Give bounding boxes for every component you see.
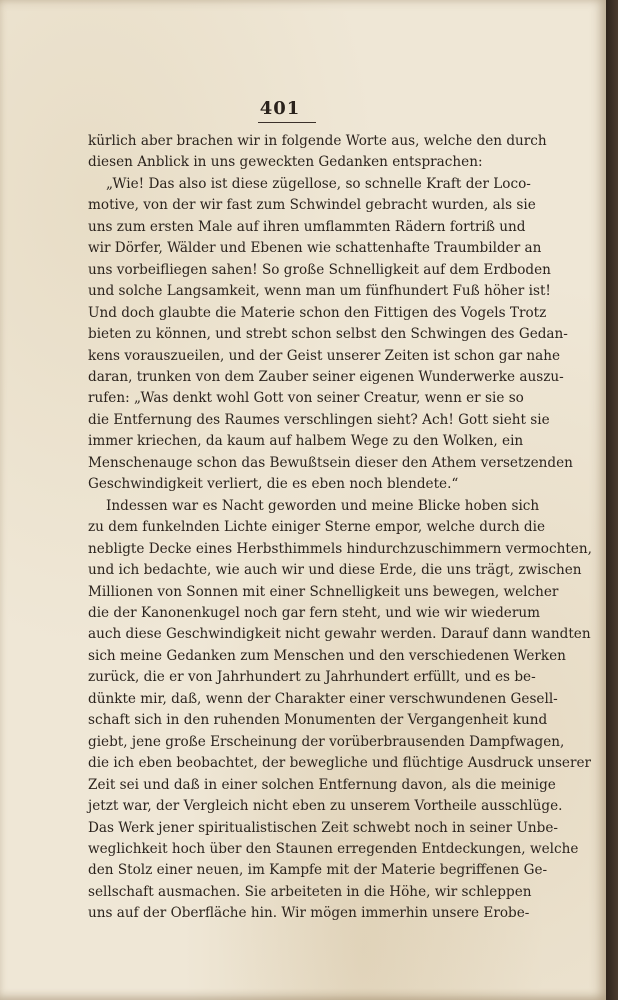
text-line: Millionen von Sonnen mit einer Schnelligkeit uns bewegen, welcher xyxy=(88,583,559,600)
text-line: rufen: „Was denkt wohl Gott von seiner Creatur, wenn er sie so xyxy=(88,390,524,407)
text-line: immer kriechen, da kaum auf halbem Wege zu den Wolken, ein xyxy=(88,433,524,450)
text-line: zurück, die er von Jahrhundert zu Jahrhundert erfüllt, und es be- xyxy=(88,669,536,686)
text-line: uns zum ersten Male auf ihren umflammten Rädern fortriß und xyxy=(88,218,526,235)
text-line: die ich eben beobachtet, der bewegliche und flüchtige Ausdruck unserer xyxy=(88,755,592,772)
text-line: auch diese Geschwindigkeit nicht gewahr werden. Darauf dann wandten xyxy=(88,626,591,643)
text-line: Indessen war es Nacht geworden und meine Blicke hoben sich xyxy=(106,497,540,514)
text-line: jetzt war, der Vergleich nicht eben zu unserem Vortheile ausschlüge. xyxy=(88,798,563,815)
text-line: und ich bedachte, wie auch wir und diese Erde, die uns trägt, zwischen xyxy=(88,562,582,579)
text-line: zu dem funkelnden Lichte einiger Sterne empor, welche durch die xyxy=(88,519,545,536)
page-number: 401 xyxy=(259,98,301,119)
text-line: diesen Anblick in uns geweckten Gedanken entsprachen: xyxy=(88,154,483,171)
text-line: schaft sich in den ruhenden Monumenten der Vergangenheit kund xyxy=(88,712,548,729)
text-line: Menschenauge schon das Bewußtsein dieser den Athem versetzenden xyxy=(88,454,573,471)
text-line: nebligte Decke eines Herbsthimmels hindurchzuschimmern vermochten, xyxy=(88,540,592,557)
text-line: weglichkeit hoch über den Staunen erregenden Entdeckungen, welche xyxy=(88,840,579,857)
text-line: uns auf der Oberfläche hin. Wir mögen immerhin unsere Erobe- xyxy=(88,905,530,922)
text-line: Das Werk jener spiritualistischen Zeit schwebt noch in seiner Unbe- xyxy=(88,819,559,836)
text-line: daran, trunken von dem Zauber seiner eigenen Wunderwerke auszu- xyxy=(88,368,564,385)
text-line: kürlich aber brachen wir in folgende Worte aus, welche den durch xyxy=(88,133,547,149)
text-line: kens vorauszueilen, und der Geist unserer Zeiten ist schon gar nahe xyxy=(88,347,561,364)
text-line: motive, von der wir fast zum Schwindel gebracht wurden, als sie xyxy=(88,197,536,214)
page-edge xyxy=(606,0,618,1000)
body-text xyxy=(88,131,592,925)
text-line: bieten zu können, und strebt schon selbst den Schwingen des Gedan- xyxy=(88,326,568,343)
page-number-rule xyxy=(258,122,316,123)
text-line: den Stolz einer neuen, im Kampfe mit der Materie begriffenen Ge- xyxy=(88,862,548,879)
text-line: sellschaft ausmachen. Sie arbeiteten in die Höhe, wir schleppen xyxy=(88,883,532,900)
text-line: Zeit sei und daß in einer solchen Entfernung davon, als die meinige xyxy=(88,776,556,793)
text-line: sich meine Gedanken zum Menschen und den verschiedenen Werken xyxy=(88,647,566,664)
text-line: die Entfernung des Raumes verschlingen sieht? Ach! Gott sieht sie xyxy=(88,411,550,428)
text-line: Und doch glaubte die Materie schon den Fittigen des Vogels Trotz xyxy=(88,304,547,321)
text-line: uns vorbeifliegen sahen! So große Schnelligkeit auf dem Erdboden xyxy=(88,261,551,278)
text-line: wir Dörfer, Wälder und Ebenen wie schattenhafte Traumbilder an xyxy=(88,240,542,257)
text-line: dünkte mir, daß, wenn der Charakter einer verschwundenen Gesell- xyxy=(88,690,558,707)
text-line: giebt, jene große Erscheinung der vorüberbrausenden Dampfwagen, xyxy=(88,733,565,750)
text-line: und solche Langsamkeit, wenn man um fünfhundert Fuß höher ist! xyxy=(88,283,551,300)
text-line: „Wie! Das also ist diese zügellose, so schnelle Kraft der Loco- xyxy=(106,175,531,192)
text-line: Geschwindigkeit verliert, die es eben noch blendete.“ xyxy=(88,476,459,493)
text-line: die der Kanonenkugel noch gar fern steht, und wie wir wiederum xyxy=(88,604,540,621)
